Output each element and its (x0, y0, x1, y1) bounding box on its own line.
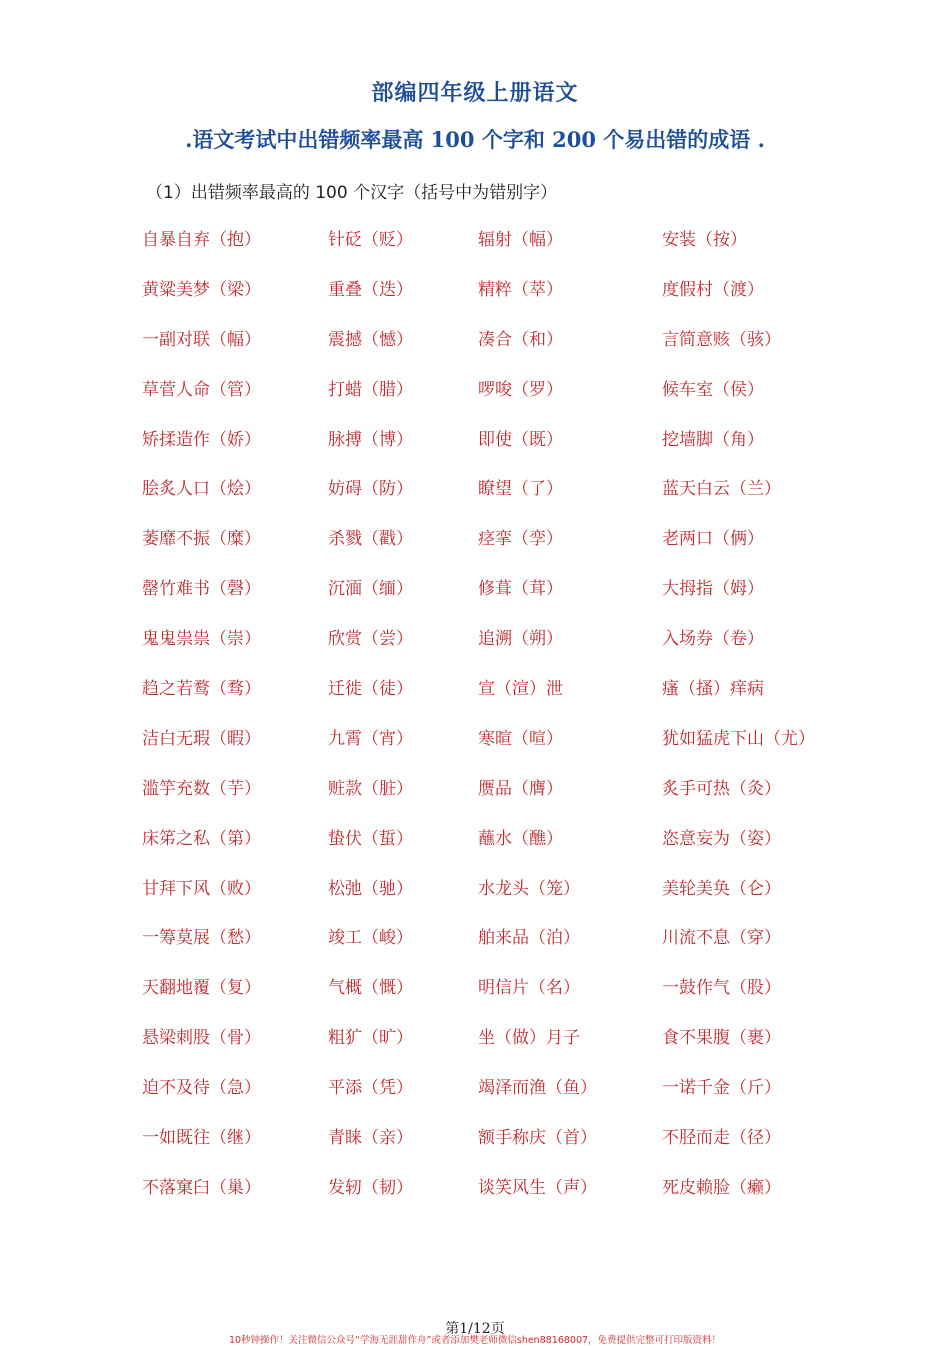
word-cell: 平添（凭） (328, 1078, 413, 1099)
word-cell: 瞭望（了） (478, 479, 563, 500)
word-cell: 瘙（搔）痒病 (662, 679, 764, 700)
word-cell: 草菅人命（管） (142, 379, 261, 400)
word-cell: 大拇指（姆） (662, 579, 764, 600)
table-row (142, 877, 842, 927)
word-cell: 自暴自弃（抱） (142, 230, 261, 250)
word-cell: 老两口（俩） (662, 529, 764, 550)
word-cell: 恣意妄为（姿） (662, 828, 781, 849)
word-cell: 追溯（朔） (478, 629, 563, 650)
word-cell: 一如既往（继） (142, 1128, 261, 1149)
table-row (142, 1176, 842, 1226)
table-row (142, 577, 842, 627)
word-cell: 额手称庆（首） (478, 1128, 597, 1149)
table-row (142, 677, 842, 727)
word-cell: 啰唆（罗） (478, 379, 563, 400)
word-cell: 赃款（脏） (328, 778, 413, 799)
word-cell: 脉搏（博） (328, 429, 413, 450)
word-cell: 炙手可热（灸） (662, 778, 781, 799)
word-cell: 谈笑风生（声） (478, 1177, 597, 1198)
word-cell: 趋之若鹜（骛） (142, 679, 261, 700)
word-cell: 一筹莫展（愁） (142, 928, 261, 949)
word-cell: 一鼓作气（股） (662, 978, 781, 999)
word-cell: 粗犷（旷） (328, 1028, 413, 1049)
document-subtitle: .语文考试中出错频率最高 100 个字和 200 个易出错的成语 . (185, 127, 765, 152)
word-cell: 沉湎（缅） (328, 579, 413, 600)
word-cell: 坐（做）月子 (478, 1028, 580, 1049)
document-title: 部编四年级上册语文 (371, 80, 579, 106)
table-row (142, 1126, 842, 1176)
word-cell: 美轮美奂（仑） (662, 878, 781, 899)
word-cell: 挖墙脚（角） (662, 429, 764, 450)
word-cell: 脍炙人口（烩） (142, 479, 261, 500)
word-cell: 宣（渲）泄 (478, 679, 563, 700)
word-cell: 竭泽而渔（鱼） (478, 1078, 597, 1099)
table-row (142, 527, 842, 577)
word-cell: 犹如猛虎下山（尤） (662, 728, 815, 749)
word-cell: 黄粱美梦（梁） (142, 279, 261, 300)
word-cell: 候车室（侯） (662, 379, 764, 400)
word-cell: 妨碍（防） (328, 479, 413, 500)
word-cell: 辐射（幅） (478, 230, 563, 250)
word-cell: 水龙头（笼） (478, 878, 580, 899)
table-row (142, 228, 842, 278)
word-cell: 度假村（渡） (662, 279, 764, 300)
word-cell: 重叠（迭） (328, 279, 413, 300)
word-cell: 精粹（萃） (478, 279, 563, 300)
word-cell: 一副对联（幅） (142, 329, 261, 350)
word-cell: 川流不息（穿） (662, 928, 781, 949)
table-row (142, 926, 842, 976)
word-cell: 痉挛（孪） (478, 529, 563, 550)
word-cell: 安装（按） (662, 230, 747, 250)
word-cell: 洁白无瑕（暇） (142, 728, 261, 749)
word-cell: 明信片（名） (478, 978, 580, 999)
table-row (142, 777, 842, 827)
word-cell: 震撼（憾） (328, 329, 413, 350)
table-row (142, 428, 842, 478)
table-row (142, 827, 842, 877)
word-cell: 修葺（茸） (478, 579, 563, 600)
table-row (142, 378, 842, 428)
table-row (142, 627, 842, 677)
word-cell: 欣赏（尝） (328, 629, 413, 650)
word-cell: 矫揉造作（娇） (142, 429, 261, 450)
word-cell: 罄竹难书（磬） (142, 579, 261, 600)
word-cell: 凑合（和） (478, 329, 563, 350)
word-cell: 舶来品（泊） (478, 928, 580, 949)
word-cell: 针砭（贬） (328, 230, 413, 250)
table-row (142, 278, 842, 328)
word-cell: 悬梁刺股（骨） (142, 1028, 261, 1049)
table-row (142, 328, 842, 378)
word-cell: 蘸水（醮） (478, 828, 563, 849)
word-cell: 萎靡不振（糜） (142, 529, 261, 550)
word-cell: 松弛（驰） (328, 878, 413, 899)
table-row (142, 727, 842, 777)
word-cell: 打蜡（腊） (328, 379, 413, 400)
word-cell: 天翻地覆（复） (142, 978, 261, 999)
section-heading: （1）出错频率最高的 100 个汉字（括号中为错别字） (146, 183, 558, 203)
word-cell: 死皮赖脸（癞） (662, 1177, 781, 1198)
word-cell: 入场券（卷） (662, 629, 764, 650)
footer-note: 10秒钟操作！关注微信公众号“学海无涯甜作舟”或者添加樊老师微信shen88168007，免费提供完整可打印版资料！ (228, 1335, 722, 1346)
word-cell: 九霄（宵） (328, 728, 413, 749)
word-cell: 赝品（膺） (478, 778, 563, 799)
word-cell: 蛰伏（蜇） (328, 828, 413, 849)
word-cell: 甘拜下风（败） (142, 878, 261, 899)
word-cell: 竣工（峻） (328, 928, 413, 949)
table-row (142, 1026, 842, 1076)
word-cell: 不胫而走（径） (662, 1128, 781, 1149)
word-cell: 蓝天白云（兰） (662, 479, 781, 500)
table-row (142, 477, 842, 527)
word-cell: 迫不及待（急） (142, 1078, 261, 1099)
word-cell: 迁徙（徒） (328, 679, 413, 700)
page-number: 第1/12页 (445, 1321, 505, 1337)
word-cell: 滥竽充数（芋） (142, 778, 261, 799)
word-cell: 气概（慨） (328, 978, 413, 999)
word-cell: 不落窠臼（巢） (142, 1177, 261, 1198)
word-cell: 即使（既） (478, 429, 563, 450)
word-cell: 言简意赅（骇） (662, 329, 781, 350)
word-cell: 青睐（亲） (328, 1128, 413, 1149)
word-grid (142, 228, 842, 1226)
word-cell: 床笫之私（第） (142, 828, 261, 849)
word-cell: 食不果腹（裹） (662, 1028, 781, 1049)
word-cell: 发轫（韧） (328, 1177, 413, 1198)
word-cell: 杀戮（戳） (328, 529, 413, 550)
word-cell: 鬼鬼祟祟（崇） (142, 629, 261, 650)
table-row (142, 1076, 842, 1126)
word-cell: 寒暄（喧） (478, 728, 563, 749)
word-cell: 一诺千金（斤） (662, 1078, 781, 1099)
table-row (142, 976, 842, 1026)
